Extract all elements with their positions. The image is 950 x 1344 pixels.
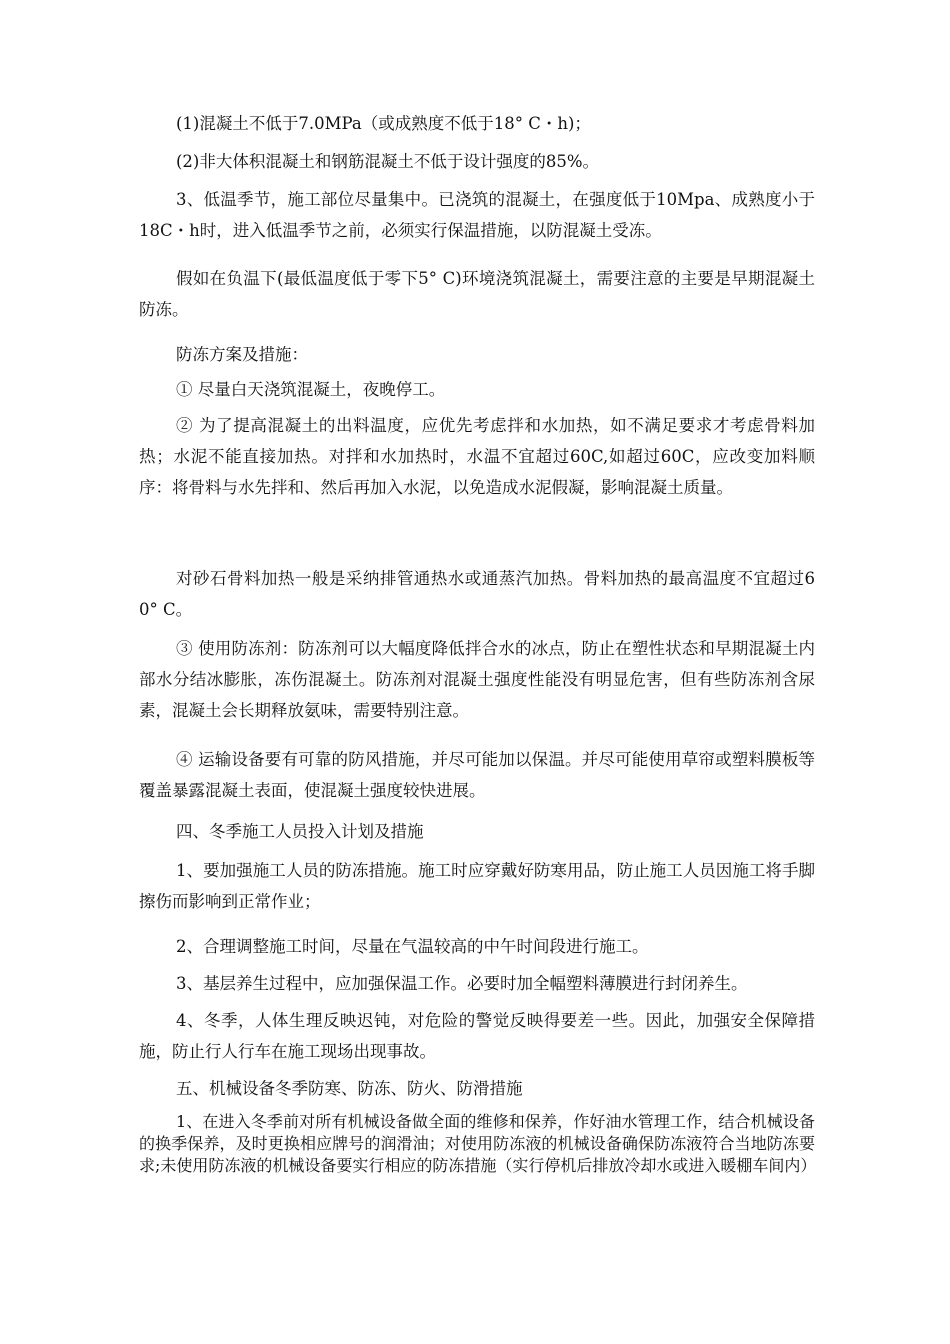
- paragraph-15: 1、在进入冬季前对所有机械设备做全面的维修和保养，作好油水管理工作，结合机械设备的换季保养，及时更换相应牌号的润滑油；对使用防冻液的机械设备确保防冻液符合当地防冻要求;未使用防冻液的机械设备要实行相应的防冻措施（实行停机后排放冷却水或进入暖棚车间内）: [139, 1112, 817, 1175]
- paragraph-9: ③ 使用防冻剂：防冻剂可以大幅度降低拌合水的冰点，防止在塑性状态和早期混凝土内部水分结冰膨胀，冻伤混凝土。防冻剂对混凝土强度性能没有明显危害，但有些防冻剂含尿素，混凝土会长期释放氨味，需要特别注意。: [139, 639, 815, 720]
- paragraph-10: ④ 运输设备要有可靠的防风措施，并尽可能加以保温。并尽可能使用草帘或塑料膜板等覆盖暴露混凝土表面，使混凝土强度较快进展。: [139, 750, 815, 800]
- paragraph-12: 2、合理调整施工时间，尽量在气温较高的中午时间段进行施工。: [176, 937, 649, 956]
- heading-section-5: 五、机械设备冬季防寒、防冻、防火、防滑措施: [176, 1079, 523, 1098]
- heading-section-4: 四、冬季施工人员投入计划及措施: [176, 822, 424, 841]
- paragraph-6: ① 尽量白天浇筑混凝土，夜晚停工。: [176, 380, 446, 399]
- paragraph-7: ② 为了提高混凝土的出料温度，应优先考虑拌和水加热，如不满足要求才考虑骨料加热；水泥不能直接加热。对拌和水加热时，水温不宜超过60C,如超过60C，应改变加料顺序：将骨料与水先拌和、然后再加入水泥，以免造成水泥假凝，影响混凝土质量。: [139, 416, 815, 497]
- paragraph-5: 防冻方案及措施：: [176, 345, 308, 364]
- paragraph-2: (2)非大体积混凝土和钢筋混凝土不低于设计强度的85%。: [176, 152, 600, 171]
- paragraph-11: 1、要加强施工人员的防冻措施。施工时应穿戴好防寒用品，防止施工人员因施工将手脚擦伤而影响到正常作业；: [139, 861, 815, 911]
- paragraph-4: 假如在负温下(最低温度低于零下5° C)环境浇筑混凝土，需要注意的主要是早期混凝土防冻。: [139, 269, 815, 319]
- paragraph-13: 3、基层养生过程中，应加强保温工作。必要时加全幅塑料薄膜进行封闭养生。: [176, 974, 748, 993]
- paragraph-3: 3、低温季节，施工部位尽量集中。已浇筑的混凝土，在强度低于10Mpa、成熟度小于18C・h时，进入低温季节之前，必须实行保温措施，以防混凝土受冻。: [139, 190, 815, 240]
- paragraph-14: 4、冬季，人体生理反映迟钝，对危险的警觉反映得要差一些。因此，加强安全保障措施，防止行人行车在施工现场出现事故。: [139, 1011, 815, 1061]
- paragraph-1: (1)混凝土不低于7.0MPa（或成熟度不低于18° C・h)；: [176, 114, 591, 133]
- paragraph-8: 对砂石骨料加热一般是采纳排管通热水或通蒸汽加热。骨料加热的最高温度不宜超过60° C。: [139, 569, 815, 619]
